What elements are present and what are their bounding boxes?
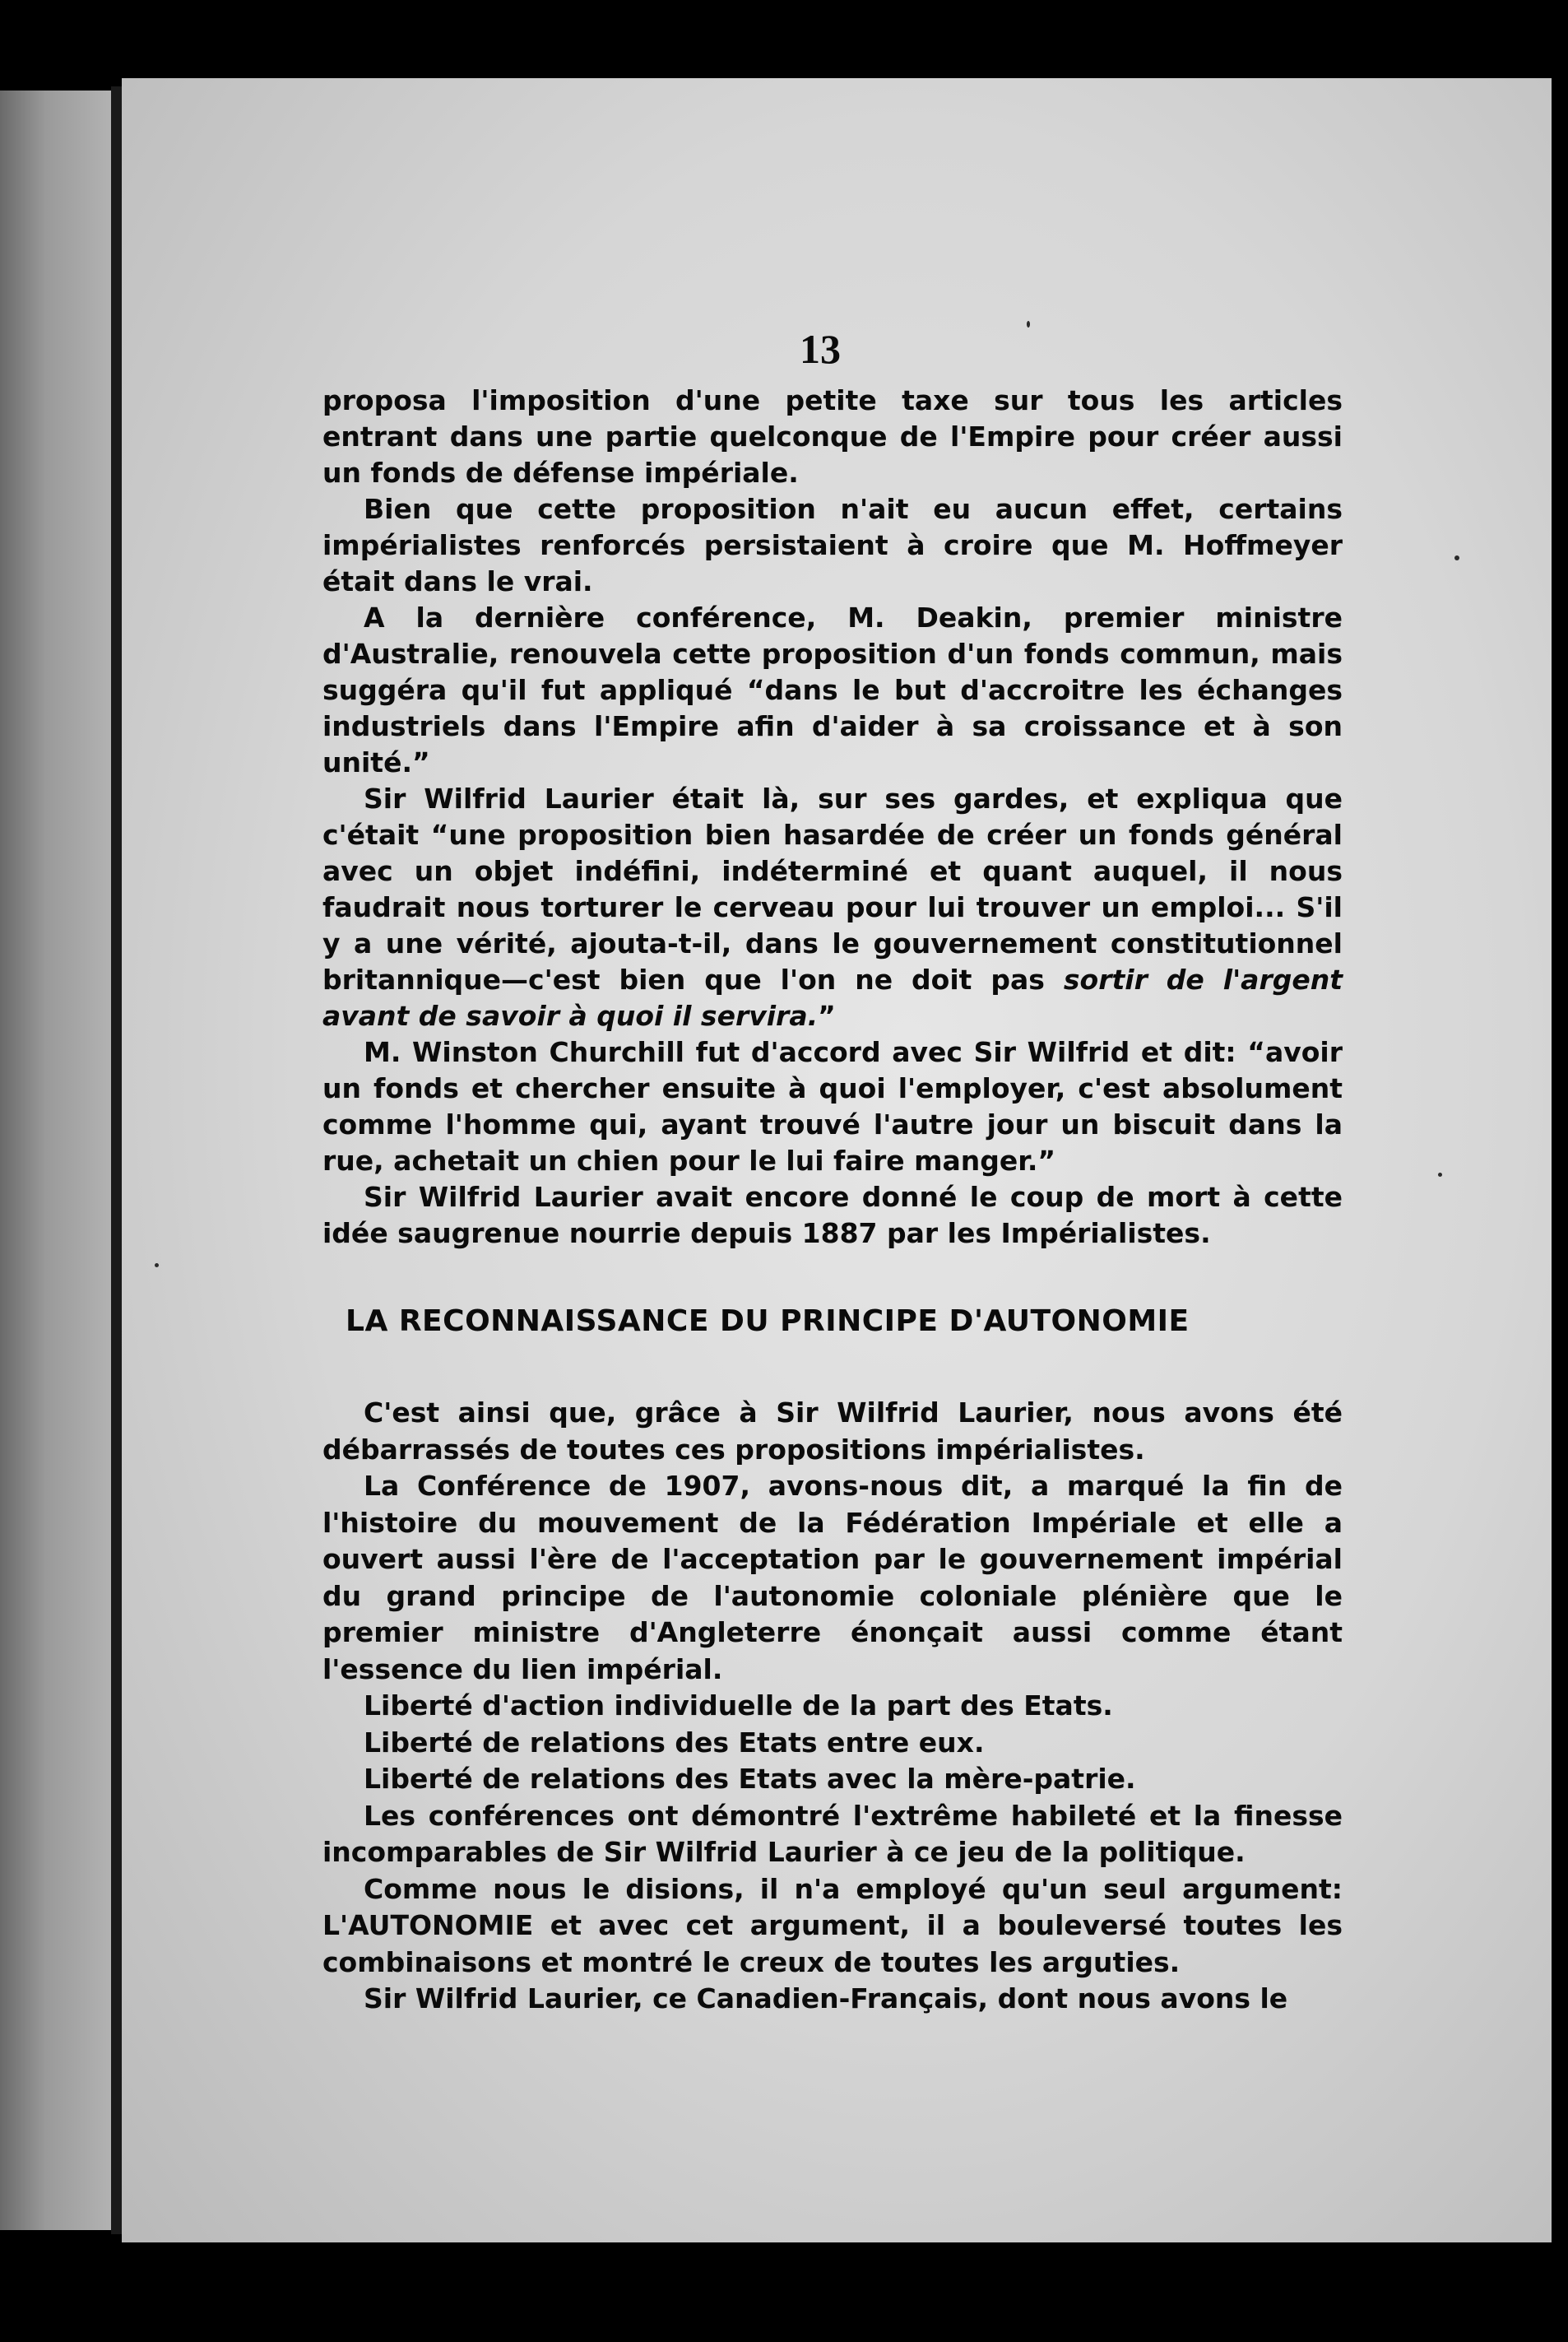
paragraph: Sir Wilfrid Laurier avait encore donné le coup de mort à cette idée saugrenue nourrie depuis 1887 par les Impérialistes. — [322, 1181, 1343, 1249]
facing-page-edge — [0, 91, 115, 2230]
paragraph: Liberté de relations des Etats entre eux. — [364, 1726, 985, 1759]
paragraph: Les conférences ont démontré l'extrême habileté et la finesse incomparables de Sir Wilfrid Laurier à ce jeu de la politique. — [322, 1799, 1343, 1868]
paragraph: A la dernière conférence, M. Deakin, premier ministre d'Australie, renouvela cette proposition d'un fonds commun, mais suggéra qu'il fut appliqué “dans le but d'accroitre les échanges industriels dans l'Empire afin d'aider à sa croissance et à son unité.” — [322, 602, 1343, 778]
paragraph-text: Sir Wilfrid Laurier était là, sur ses gardes, et expliqua que c'était “une proposition bien hasardée de créer un fonds général avec un objet indéfini, indéterminé et quant auquel, il nous faudrait nous torturer le cerveau pour lui trouver un emploi... S'il y a une vérité, ajouta-t-il, dans le gouvernement constitutionnel britannique—c'est bien que l'on ne doit pas — [322, 783, 1343, 996]
italic-quote: sortir de l'argent avant de savoir à quoi il servira. — [322, 964, 1343, 1032]
ink-speck — [1438, 1173, 1442, 1177]
ink-speck — [155, 1263, 159, 1267]
paragraph: La Conférence de 1907, avons-nous dit, a marqué la fin de l'histoire du mouvement de la Fédération Impériale et elle a ouvert aussi l'ère de l'acceptation par le gouvernement impérial du grand principe de l'autonomie coloniale plénière que le premier ministre d'Angleterre énonçait aussi comme étant l'essence du lien impérial. — [322, 1470, 1343, 1685]
paragraph: C'est ainsi que, grâce à Sir Wilfrid Laurier, nous avons été débarrassés de toutes ces propositions impérialistes. — [322, 1396, 1343, 1466]
paragraph: Liberté de relations des Etats avec la mère-patrie. — [364, 1763, 1136, 1795]
section-heading: LA RECONNAISSANCE DU PRINCIPE D'AUTONOMIE — [346, 1304, 1190, 1338]
paragraph: proposa l'imposition d'une petite taxe sur tous les articles entrant dans une partie quelconque de l'Empire pour créer aussi un fonds de défense impériale. — [322, 384, 1343, 489]
ink-speck — [1027, 321, 1030, 328]
paragraph: Sir Wilfrid Laurier, ce Canadien-Français, dont nous avons le — [364, 1982, 1288, 2014]
ink-speck — [1454, 555, 1459, 560]
closing-quote: ” — [818, 1000, 836, 1032]
paragraph: Comme nous le disions, il n'a employé qu'un seul argument: L'AUTONOMIE et avec cet argument, il a bouleversé toutes les combinaisons et montré le creux de toutes les arguties. — [322, 1872, 1343, 1978]
paragraph: Bien que cette proposition n'ait eu aucun effet, certains impérialistes renforcés persistaient à croire que M. Hoffmeyer était dans le vrai. — [322, 493, 1343, 597]
paragraph: Liberté d'action individuelle de la part des Etats. — [364, 1689, 1113, 1722]
paragraph-with-italic-quote — [322, 781, 1343, 1034]
body-text-upper — [322, 383, 1343, 1252]
book-gutter — [111, 86, 123, 2234]
body-text-lower — [322, 1395, 1343, 2018]
paragraph: M. Winston Churchill fut d'accord avec Sir Wilfrid et dit: “avoir un fonds et chercher ensuite à quoi l'employer, c'est absolument comme l'homme qui, ayant trouvé l'autre jour un biscuit dans la rue, achetait un chien pour le lui faire manger.” — [322, 1036, 1343, 1177]
page-number: 13 — [800, 326, 841, 372]
